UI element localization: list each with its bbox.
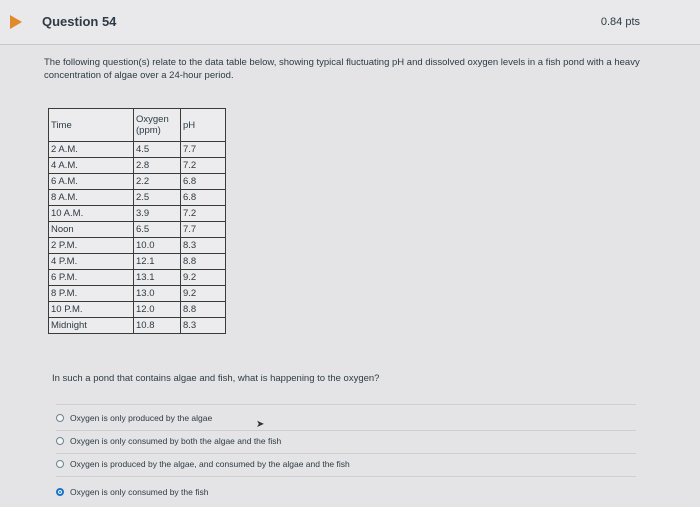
question-points: 0.84 pts	[600, 16, 640, 28]
column-header-time: Time	[49, 109, 134, 142]
cell-oxygen: 13.0	[134, 286, 181, 302]
answer-label: Oxygen is produced by the algae, and consumed by the algae and the fish	[70, 459, 350, 469]
cell-time: 8 P.M.	[49, 286, 134, 302]
cell-oxygen: 10.8	[134, 318, 181, 334]
cell-oxygen: 4.5	[134, 142, 181, 158]
answer-option-1[interactable]	[56, 413, 212, 423]
divider	[56, 476, 636, 477]
table-row	[49, 158, 226, 174]
cell-oxygen: 12.0	[134, 302, 181, 318]
cell-ph: 9.2	[181, 286, 226, 302]
cell-ph: 8.8	[181, 302, 226, 318]
cell-ph: 6.8	[181, 190, 226, 206]
table-row	[49, 174, 226, 190]
cell-time: 2 P.M.	[49, 238, 134, 254]
cell-ph: 7.2	[181, 206, 226, 222]
column-header-oxygen: Oxygen (ppm)	[134, 109, 181, 142]
cell-time: 4 P.M.	[49, 254, 134, 270]
cell-time: 6 P.M.	[49, 270, 134, 286]
cell-time: Noon	[49, 222, 134, 238]
table-row	[49, 318, 226, 334]
cell-ph: 9.2	[181, 270, 226, 286]
cell-oxygen: 12.1	[134, 254, 181, 270]
cell-oxygen: 2.2	[134, 174, 181, 190]
cell-ph: 7.7	[181, 142, 226, 158]
question-prompt: In such a pond that contains algae and fish, what is happening to the oxygen?	[52, 373, 380, 384]
table-row	[49, 286, 226, 302]
answer-option-3[interactable]	[56, 459, 350, 469]
table-row	[49, 206, 226, 222]
cell-ph: 7.7	[181, 222, 226, 238]
cell-ph: 8.3	[181, 238, 226, 254]
question-intro: The following question(s) relate to the data table below, showing typical fluctuating pH and dissolved oxygen levels in a fish pond with a heavy concentration of algae over a 24-hour period.	[44, 57, 640, 81]
divider	[56, 430, 636, 431]
cell-time: 2 A.M.	[49, 142, 134, 158]
divider	[56, 453, 636, 454]
cell-time: 10 A.M.	[49, 206, 134, 222]
data-table	[48, 108, 226, 334]
cell-oxygen: 10.0	[134, 238, 181, 254]
cell-ph: 7.2	[181, 158, 226, 174]
cell-oxygen: 2.5	[134, 190, 181, 206]
answer-label: Oxygen is only produced by the algae	[70, 413, 213, 423]
radio-button[interactable]	[56, 460, 64, 468]
cell-oxygen: 6.5	[134, 222, 181, 238]
cell-ph: 8.3	[181, 318, 226, 334]
cell-ph: 8.8	[181, 254, 226, 270]
cell-time: Midnight	[49, 318, 134, 334]
cell-oxygen: 13.1	[134, 270, 181, 286]
table-row	[49, 254, 226, 270]
table-row	[49, 270, 226, 286]
table-header-row	[49, 109, 226, 142]
radio-button[interactable]	[56, 437, 64, 445]
cell-time: 8 A.M.	[49, 190, 134, 206]
answer-option-4[interactable]	[56, 487, 208, 497]
table-row	[49, 190, 226, 206]
column-header-ph: pH	[181, 109, 226, 142]
table-row	[49, 302, 226, 318]
table-row	[49, 238, 226, 254]
cell-oxygen: 3.9	[134, 206, 181, 222]
cell-ph: 6.8	[181, 174, 226, 190]
flag-icon[interactable]	[10, 15, 22, 29]
answer-label: Oxygen is only consumed by both the algae and the fish	[70, 436, 282, 446]
cell-time: 4 A.M.	[49, 158, 134, 174]
divider	[56, 404, 636, 405]
table-row	[49, 142, 226, 158]
cell-oxygen: 2.8	[134, 158, 181, 174]
question-title: Question 54	[42, 14, 117, 29]
cell-time: 6 A.M.	[49, 174, 134, 190]
answer-option-2[interactable]	[56, 436, 281, 446]
radio-button-selected[interactable]	[56, 488, 64, 496]
mouse-cursor-icon: ➤	[256, 419, 265, 430]
table-row	[49, 222, 226, 238]
answer-label: Oxygen is only consumed by the fish	[70, 487, 209, 497]
question-header	[0, 0, 700, 45]
radio-button[interactable]	[56, 414, 64, 422]
cell-time: 10 P.M.	[49, 302, 134, 318]
